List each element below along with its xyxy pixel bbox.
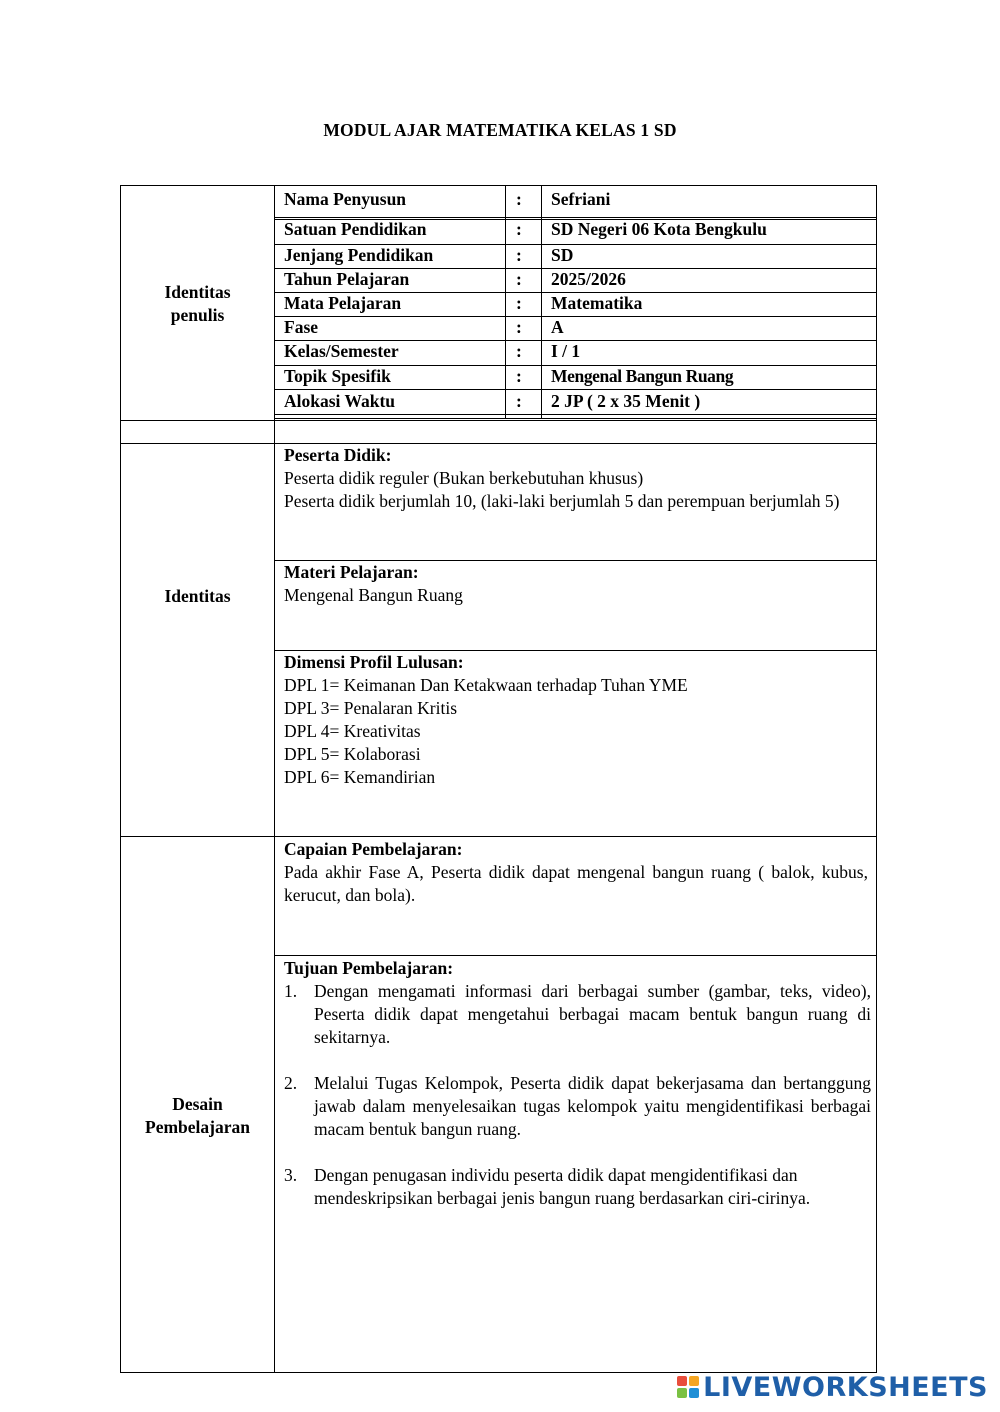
label-line: Desain bbox=[172, 1094, 223, 1114]
dimensi-heading: Dimensi Profil Lulusan: bbox=[284, 652, 464, 672]
column-line bbox=[505, 185, 506, 419]
row-line bbox=[274, 955, 877, 956]
row-line bbox=[274, 418, 877, 419]
dimensi-item: DPL 4= Kreativitas bbox=[284, 721, 421, 741]
row-sep: : bbox=[516, 293, 522, 313]
materi-heading: Materi Pelajaran: bbox=[284, 562, 419, 582]
tujuan-item-text: Melalui Tugas Kelompok, Peserta didik dapat bekerjasama dan bertanggung jawab dalam menyelesaikan tugas kelompok yaitu mengidentifikasi berbagai macam bentuk bangun ruang. bbox=[314, 1073, 871, 1139]
label-line: Identitas bbox=[164, 282, 231, 302]
row-key: Kelas/Semester bbox=[284, 341, 399, 361]
row-value: Sefriani bbox=[551, 189, 611, 209]
dimensi-item: DPL 6= Kemandirian bbox=[284, 767, 436, 787]
row-line bbox=[274, 316, 877, 317]
peserta-didik-section bbox=[284, 444, 862, 513]
capaian-section bbox=[284, 838, 868, 907]
materi-text: Mengenal Bangun Ruang bbox=[284, 585, 463, 605]
column-line bbox=[541, 185, 542, 419]
row-sep: : bbox=[516, 366, 522, 386]
tujuan-item-text: Dengan mengamati informasi dari berbagai sumber (gambar, teks, video), Peserta didik dapat mengetahui berbagai macam bentuk bangun ruang di sekitarnya. bbox=[314, 981, 871, 1047]
row-line bbox=[120, 836, 877, 837]
label-line: Pembelajaran bbox=[145, 1117, 250, 1137]
identitas-penulis-label bbox=[120, 281, 275, 327]
document-title: MODUL AJAR MATEMATIKA KELAS 1 SD bbox=[323, 120, 677, 140]
row-key: Mata Pelajaran bbox=[284, 293, 402, 313]
row-value: Matematika bbox=[551, 293, 643, 313]
materi-section bbox=[284, 561, 862, 607]
tujuan-heading: Tujuan Pembelajaran: bbox=[284, 958, 454, 978]
label-column-divider bbox=[274, 185, 275, 1373]
table-border-left bbox=[120, 185, 121, 1373]
liveworksheets-text: LIVEWORKSHEETS bbox=[703, 1371, 988, 1403]
row-value: SD Negeri 06 Kota Bengkulu bbox=[551, 219, 767, 239]
row-sep: : bbox=[516, 317, 522, 337]
row-value: SD bbox=[551, 245, 574, 265]
row-key: Satuan Pendidikan bbox=[284, 219, 427, 239]
row-sep: : bbox=[516, 269, 522, 289]
row-line bbox=[274, 414, 877, 415]
row-sep: : bbox=[516, 189, 522, 209]
table-border-right bbox=[876, 185, 877, 1373]
row-sep: : bbox=[516, 341, 522, 361]
identitas-label: Identitas bbox=[164, 586, 231, 606]
tujuan-list bbox=[284, 980, 871, 1210]
tujuan-item bbox=[284, 1072, 871, 1141]
row-sep: : bbox=[516, 391, 522, 411]
row-value: A bbox=[551, 317, 564, 337]
row-key: Jenjang Pendidikan bbox=[284, 245, 434, 265]
row-key: Topik Spesifik bbox=[284, 366, 391, 386]
tujuan-item-number: 1. bbox=[284, 981, 298, 1001]
row-line bbox=[120, 420, 877, 421]
desain-label bbox=[120, 1093, 275, 1139]
label-line: penulis bbox=[170, 305, 225, 325]
table-border-top bbox=[120, 185, 877, 186]
tujuan-item bbox=[284, 980, 871, 1049]
row-value: 2 JP ( 2 x 35 Menit ) bbox=[551, 391, 701, 411]
tujuan-item-number: 2. bbox=[284, 1073, 298, 1093]
peserta-didik-line2: Peserta didik berjumlah 10, (laki-laki berjumlah 5 dan perempuan berjumlah 5) bbox=[284, 491, 840, 511]
dimensi-item: DPL 3= Penalaran Kritis bbox=[284, 698, 458, 718]
row-key: Nama Penyusun bbox=[284, 189, 407, 209]
row-value: Mengenal Bangun Ruang bbox=[551, 366, 734, 386]
row-sep: : bbox=[516, 219, 522, 239]
liveworksheets-icon bbox=[677, 1376, 699, 1398]
dimensi-item: DPL 5= Kolaborasi bbox=[284, 744, 421, 764]
dimensi-item: DPL 1= Keimanan Dan Ketakwaan terhadap Tuhan YME bbox=[284, 675, 688, 695]
tujuan-section bbox=[284, 957, 871, 1233]
capaian-heading: Capaian Pembelajaran: bbox=[284, 839, 463, 859]
row-key: Alokasi Waktu bbox=[284, 391, 396, 411]
row-sep: : bbox=[516, 245, 522, 265]
dimensi-section bbox=[284, 651, 862, 789]
tujuan-item-text: Dengan penugasan individu peserta didik dapat mengidentifikasi dan mendeskripsikan berbagai jenis bangun ruang berdasarkan ciri-cirinya. bbox=[314, 1165, 811, 1208]
tujuan-item-number: 3. bbox=[284, 1165, 298, 1185]
peserta-didik-line1: Peserta didik reguler (Bukan berkebutuhan khusus) bbox=[284, 468, 644, 488]
liveworksheets-logo bbox=[677, 1370, 988, 1404]
row-key: Fase bbox=[284, 317, 319, 337]
row-value: 2025/2026 bbox=[551, 269, 626, 289]
capaian-text: Pada akhir Fase A, Peserta didik dapat mengenal bangun ruang ( balok, kubus, kerucut, dan bola). bbox=[284, 862, 868, 905]
peserta-didik-heading: Peserta Didik: bbox=[284, 445, 392, 465]
tujuan-item bbox=[284, 1164, 871, 1210]
row-value: I / 1 bbox=[551, 341, 581, 361]
row-key: Tahun Pelajaran bbox=[284, 269, 410, 289]
